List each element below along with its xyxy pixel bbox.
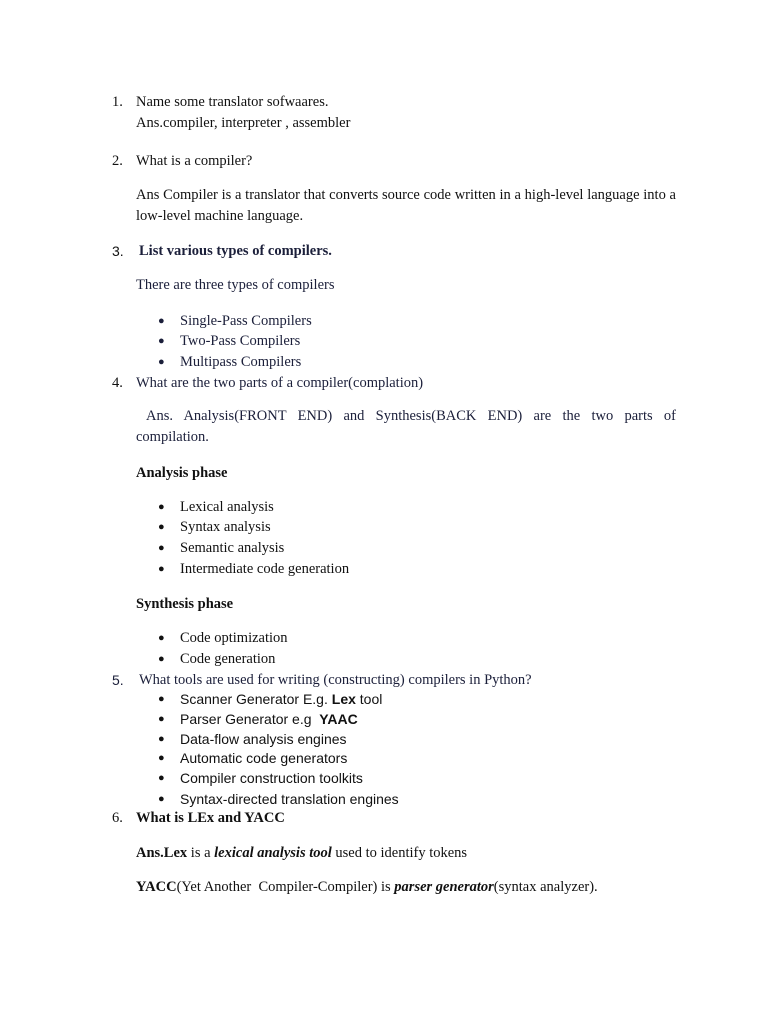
q2-number: 2. (112, 153, 123, 169)
list-item: Lexical analysis (180, 499, 274, 515)
list-item: Two-Pass Compilers (180, 333, 301, 349)
list-item: Code generation (180, 651, 276, 667)
q4-answer: Ans. Analysis(FRONT END) and Synthesis(BACK END) are the two parts of compilation. (136, 408, 676, 445)
bullet-icon: ● (158, 733, 165, 745)
list-item: Semantic analysis (180, 540, 285, 556)
bullet-icon: ● (158, 693, 165, 705)
q5-question: What tools are used for writing (constructing) compilers in Python? (139, 672, 532, 688)
bullet-icon: ● (158, 653, 165, 665)
bullet-icon: ● (158, 752, 165, 764)
list-item: Code optimization (180, 630, 288, 646)
list-item: Syntax-directed translation engines (180, 791, 399, 807)
q2-answer: Ans Compiler is a translator that converts source code written in a high-level language into a low-level machine language. (136, 187, 676, 224)
q3-number: 3. (112, 243, 124, 259)
bullet-icon: ● (158, 501, 165, 513)
bullet-icon: ● (158, 335, 165, 347)
q6-number: 6. (112, 810, 123, 826)
list-item: Multipass Compilers (180, 354, 302, 370)
bullet-icon: ● (158, 356, 165, 368)
q6-yacc-answer: YACC(Yet Another Compiler-Compiler) is parser generator(syntax analyzer). (136, 879, 598, 895)
bullet-icon: ● (158, 793, 165, 805)
list-item: Automatic code generators (180, 750, 348, 766)
list-item: Data-flow analysis engines (180, 731, 347, 747)
list-item-scanner: Scanner Generator E.g. Lex tool (180, 691, 383, 707)
q1-number: 1. (112, 94, 123, 110)
q3-question: List various types of compilers. (139, 243, 332, 259)
q4-question: What are the two parts of a compiler(complation) (136, 375, 424, 391)
q1-question: Name some translator sofwaares. (136, 94, 329, 110)
list-item-parser: Parser Generator e.g YAAC (180, 711, 358, 727)
list-item: Single-Pass Compilers (180, 313, 312, 329)
bullet-icon: ● (158, 563, 165, 575)
bullet-icon: ● (158, 772, 165, 784)
list-item: Intermediate code generation (180, 561, 350, 577)
q5-number: 5. (112, 672, 124, 688)
q6-question: What is LEx and YACC (136, 810, 285, 826)
bullet-icon: ● (158, 713, 165, 725)
bullet-icon: ● (158, 542, 165, 554)
bullet-icon: ● (158, 521, 165, 533)
q2-question: What is a compiler? (136, 153, 253, 169)
bullet-icon: ● (158, 632, 165, 644)
analysis-heading: Analysis phase (136, 465, 228, 481)
q6-lex-answer: Ans.Lex is a lexical analysis tool used to identify tokens (136, 845, 468, 861)
q1-answer: Ans.compiler, interpreter , assembler (136, 115, 351, 131)
q4-number: 4. (112, 375, 123, 391)
list-item: Compiler construction toolkits (180, 770, 363, 786)
list-item: Syntax analysis (180, 519, 271, 535)
q3-intro: There are three types of compilers (136, 277, 335, 293)
synthesis-heading: Synthesis phase (136, 596, 234, 612)
bullet-icon: ● (158, 315, 165, 327)
